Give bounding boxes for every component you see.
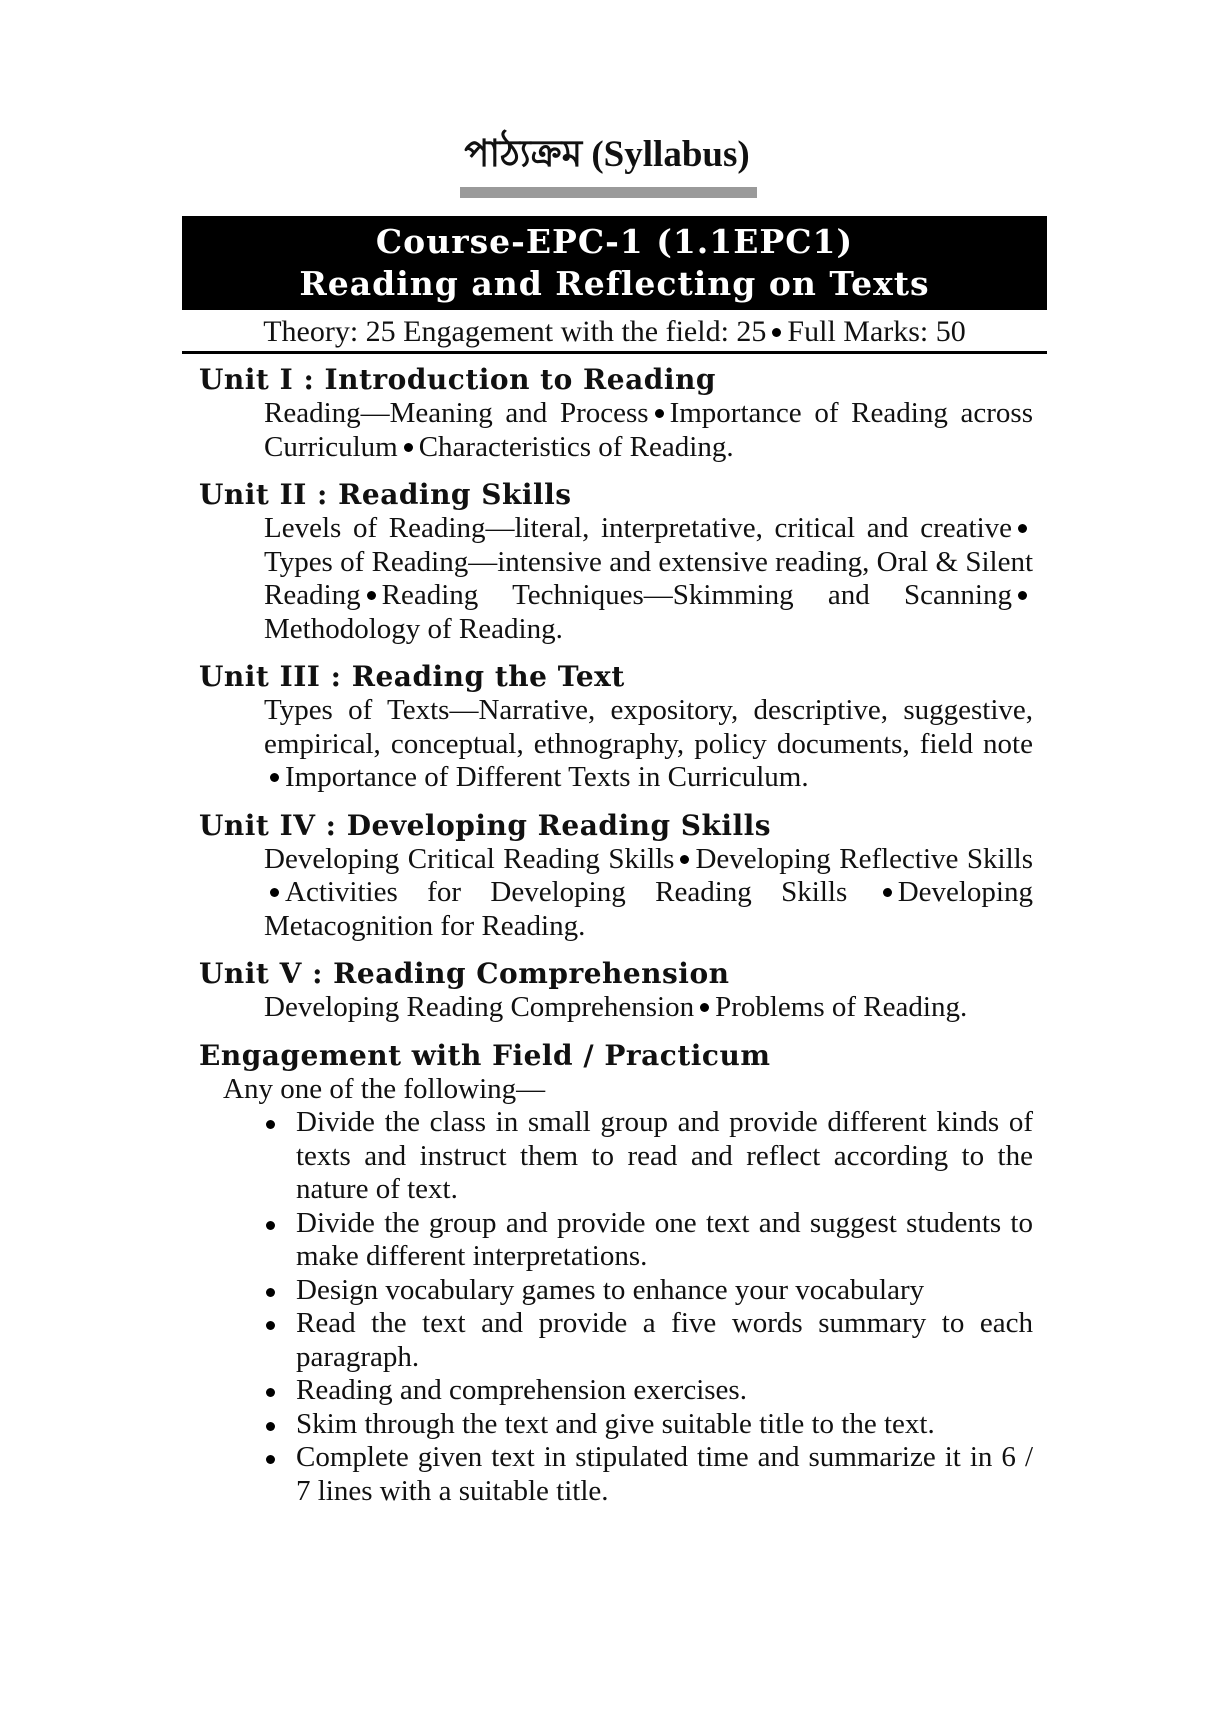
bullet-icon xyxy=(266,1388,275,1397)
topic: Levels of Reading—literal, interpretative, critical and creative xyxy=(264,512,1012,544)
bullet-icon xyxy=(270,888,279,897)
bullet-icon xyxy=(266,1120,275,1129)
topic: Importance of Reading across Curriculum xyxy=(264,397,1033,463)
engagement-heading: Engagement with Field / Practicum xyxy=(199,1038,771,1072)
topic: Developing Reading Comprehension xyxy=(264,991,695,1023)
bullet-icon xyxy=(367,591,376,600)
topic: Developing Reflective Skills xyxy=(695,842,1033,875)
unit-topics xyxy=(264,991,1033,1025)
list-item-text: Read the text and provide a five words summary to each paragraph. xyxy=(296,1307,1033,1373)
course-header-box xyxy=(182,216,1047,310)
list-item xyxy=(264,1307,1033,1374)
bullet-icon xyxy=(883,888,892,897)
topic: Methodology of Reading. xyxy=(264,612,563,645)
list-item xyxy=(264,1106,1033,1207)
list-item xyxy=(264,1207,1033,1274)
unit-section xyxy=(199,478,1033,646)
bullet-icon xyxy=(266,1321,275,1330)
full-marks: Full Marks: 50 xyxy=(787,315,966,348)
unit-topics xyxy=(264,843,1033,944)
list-item xyxy=(264,1274,1033,1308)
bullet-icon xyxy=(1018,524,1027,533)
unit-topics xyxy=(264,397,1033,464)
engagement-section xyxy=(199,1039,1033,1509)
course-name: Reading and Reflecting on Texts xyxy=(299,264,930,303)
unit-section xyxy=(199,660,1033,795)
theory-marks: Theory: 25 xyxy=(263,315,396,348)
bullet-icon xyxy=(270,773,279,782)
bullet-icon xyxy=(266,1455,275,1464)
bullet-icon xyxy=(700,1003,709,1012)
topic: Types of Texts—Narrative, expository, descriptive, suggestive, empirical, conceptual, ethnography, policy documents, field note xyxy=(264,694,1033,760)
unit-heading: Unit I : Introduction to Reading xyxy=(199,363,716,396)
unit-heading: Unit V : Reading Comprehension xyxy=(199,957,730,990)
bullet-icon xyxy=(655,409,664,418)
list-item xyxy=(264,1408,1033,1442)
syllabus-content xyxy=(199,363,1033,1522)
bullet-icon xyxy=(680,855,689,864)
unit-section xyxy=(199,809,1033,944)
unit-topics xyxy=(264,694,1033,795)
topic: Types of Reading—intensive and extensive reading, Oral & Silent Reading xyxy=(264,545,1033,611)
unit-heading: Unit II : Reading Skills xyxy=(199,478,572,511)
list-item-text: Skim through the text and give suitable title to the text. xyxy=(296,1407,935,1440)
engagement-list xyxy=(199,1106,1033,1508)
topic: Activities for Developing Reading Skills xyxy=(285,876,848,908)
list-item-text: Design vocabulary games to enhance your vocabulary xyxy=(296,1273,925,1306)
topic: Importance of Different Texts in Curriculum. xyxy=(285,761,809,793)
unit-section xyxy=(199,363,1033,464)
page-title: পাঠ্যক্রম (Syllabus) xyxy=(464,134,750,175)
bullet-icon xyxy=(772,328,781,337)
engagement-intro: Any one of the following— xyxy=(223,1072,546,1105)
bullet-icon xyxy=(1018,591,1027,600)
topic: Developing Critical Reading Skills xyxy=(264,842,675,875)
list-item-text: Divide the class in small group and provide different kinds of texts and instruct them to read and reflect according to the nature of text. xyxy=(296,1106,1033,1205)
bullet-icon xyxy=(404,443,413,452)
bullet-icon xyxy=(266,1221,275,1230)
bullet-icon xyxy=(266,1422,275,1431)
unit-topics xyxy=(264,512,1033,646)
course-code: Course-EPC-1 (1.1EPC1) xyxy=(375,222,854,261)
unit-heading: Unit IV : Developing Reading Skills xyxy=(199,808,772,842)
list-item xyxy=(264,1441,1033,1508)
title-underline-bar xyxy=(460,187,757,198)
list-item xyxy=(264,1374,1033,1408)
list-item-text: Reading and comprehension exercises. xyxy=(296,1374,747,1406)
topic: Reading—Meaning and Process xyxy=(264,397,649,429)
topic: Problems of Reading. xyxy=(715,991,968,1023)
bullet-icon xyxy=(266,1288,275,1297)
marks-line xyxy=(182,313,1047,351)
topic: Characteristics of Reading. xyxy=(418,430,734,463)
unit-section xyxy=(199,957,1033,1025)
topic: Reading Techniques—Skimming and Scanning xyxy=(381,579,1012,611)
list-item-text: Complete given text in stipulated time and summarize it in 6 / 7 lines with a suitable title. xyxy=(296,1441,1033,1507)
list-item-text: Divide the group and provide one text and suggest students to make different interpretations. xyxy=(296,1206,1033,1272)
field-marks: Engagement with the field: 25 xyxy=(403,315,767,348)
topic: Developing Metacognition for Reading. xyxy=(264,876,1033,942)
unit-heading: Unit III : Reading the Text xyxy=(199,660,625,693)
marks-divider xyxy=(182,351,1047,354)
